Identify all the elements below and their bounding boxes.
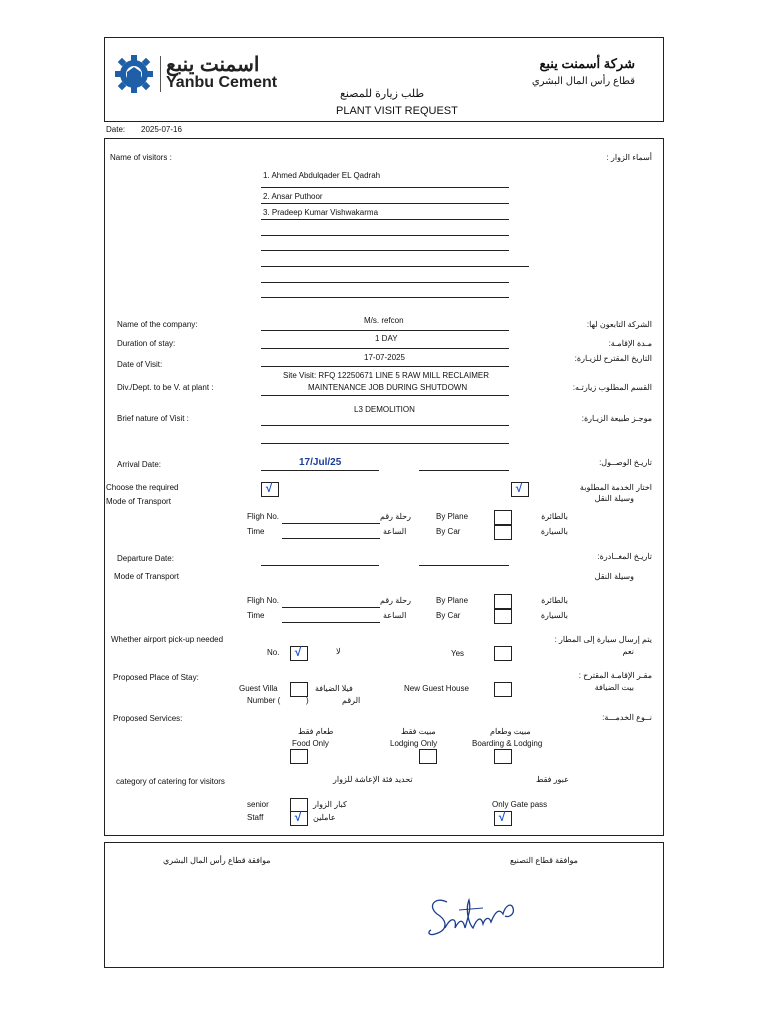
departure-car-checkbox[interactable] [494, 609, 512, 624]
company-label-arabic: الشركة التابعون لها: [586, 320, 652, 329]
departure-line [261, 565, 379, 566]
gate-pass-label-arabic: عبور فقط [536, 775, 569, 784]
departure-car-label: By Car [436, 611, 461, 620]
departure-car-label-arabic: بالسيارة [540, 611, 568, 620]
company-logo [112, 52, 156, 101]
visitors-label-arabic: أسماء الزوار : [606, 153, 652, 162]
gate-pass-check-mark: √ [498, 810, 506, 824]
villa-number-label: Number ( [247, 696, 281, 705]
senior-label: senior [247, 800, 269, 809]
departure-label-arabic: تاريـخ المغــادرة: [597, 552, 652, 561]
company-name-arabic: شركة أسمنت ينبع [539, 56, 635, 71]
visitor-line [261, 203, 509, 204]
arrival-label-arabic: تاريـخ الوصــول: [599, 458, 652, 467]
arrival-right-check-mark: √ [515, 481, 523, 495]
visit-date-value: 17-07-2025 [364, 353, 405, 362]
visitor-line [261, 187, 509, 188]
dept-label: Div./Dept. to be V. at plant : [117, 383, 214, 392]
company-value: M/s. refcon [364, 316, 404, 325]
departure-mode-label-arabic: وسيلة النقل [594, 572, 634, 581]
hr-approval-label: موافقة قطاع رأس المال البشري [163, 856, 271, 865]
food-only-label-arabic: طعام فقط [298, 727, 334, 736]
pickup-no-check-mark: √ [294, 645, 302, 659]
arrival-flight-label-arabic: رحلة رقم [380, 512, 411, 521]
departure-plane-label: By Plane [436, 596, 469, 605]
arrival-value: 17/Jul/25 [299, 457, 342, 468]
lodging-only-label: Lodging Only [390, 739, 438, 748]
departure-plane-checkbox[interactable] [494, 594, 512, 609]
visitor-name-1: 1. Ahmed Abdulqader EL Qadrah [263, 171, 381, 180]
departure-time-line [282, 622, 380, 623]
choose-label-2: Mode of Transport [106, 497, 171, 506]
stay-label-arabic-2: بيت الضيافة [594, 683, 634, 692]
date-value: 2025-07-16 [141, 125, 182, 134]
guest-villa-label: Guest Villa [239, 684, 278, 693]
departure-flight-line [282, 607, 380, 608]
nature-line [261, 443, 509, 444]
arrival-plane-label-arabic: بالطائرة [541, 512, 568, 521]
nature-value: L3 DEMOLITION [354, 405, 415, 414]
food-only-label: Food Only [292, 739, 329, 748]
departure-flight-label: Fligh No. [247, 596, 280, 605]
visitor-line [261, 282, 509, 283]
nature-label: Brief nature of Visit : [117, 414, 189, 423]
departure-mode-label: Mode of Transport [114, 572, 179, 581]
visit-date-line [261, 366, 509, 367]
pickup-no-label-arabic: لا [336, 647, 341, 656]
arrival-line [261, 470, 379, 471]
dept-value-line1: Site Visit: RFQ 12250671 LINE 5 RAW MILL RECLAIMER [283, 371, 490, 380]
arrival-flight-label: Fligh No. [247, 512, 280, 521]
catering-label: category of catering for visitors [116, 777, 225, 786]
mfg-approval-label: موافقة قطاع التصنيع [510, 856, 578, 865]
pickup-yes-checkbox[interactable] [494, 646, 512, 661]
staff-label: Staff [247, 813, 264, 822]
arrival-label: Arrival Date: [117, 460, 162, 469]
arrival-car-checkbox[interactable] [494, 525, 512, 540]
departure-plane-label-arabic: بالطائرة [541, 596, 568, 605]
visit-date-label: Date of Visit: [117, 360, 163, 369]
pickup-label-arabic-1: يتم إرسال سيارة إلى المطار : [554, 635, 652, 644]
duration-value: 1 DAY [375, 334, 398, 343]
departure-flight-label-arabic: رحلة رقم [380, 596, 411, 605]
services-label-arabic: نــوع الخدمـــة: [602, 713, 652, 722]
date-label: Date: [106, 125, 126, 134]
logo-divider [160, 56, 161, 92]
arrival-time-label-arabic: الساعة [383, 527, 407, 536]
dept-line [261, 395, 509, 396]
arrival-time-label: Time [247, 527, 265, 536]
department-arabic: قطاع رأس المال البشري [531, 76, 635, 87]
villa-number-close-paren: ) [306, 696, 309, 705]
dept-value-line2: MAINTENANCE JOB DURING SHUTDOWN [308, 383, 468, 392]
lodging-only-label-arabic: مبيت فقط [401, 727, 436, 736]
boarding-lodging-checkbox[interactable] [494, 749, 512, 764]
gate-pass-label: Only Gate pass [492, 800, 548, 809]
pickup-label-arabic-2: نعم [622, 647, 634, 656]
food-only-checkbox[interactable] [290, 749, 308, 764]
staff-label-arabic: عاملين [313, 813, 336, 822]
company-line [261, 330, 509, 331]
visit-date-label-arabic: التاريخ المقترح للزيـارة: [574, 354, 652, 363]
company-label: Name of the company: [117, 320, 198, 329]
boarding-lodging-label-arabic: مبيت وطعام [490, 727, 531, 736]
nature-line [261, 425, 509, 426]
choose-label-1: Choose the required [106, 483, 179, 492]
signature [425, 888, 520, 948]
visitor-name-3: 3. Pradeep Kumar Vishwakarma [263, 208, 379, 217]
duration-line [261, 348, 509, 349]
page-title: PLANT VISIT REQUEST [336, 105, 458, 117]
pickup-no-label: No. [267, 648, 280, 657]
departure-label: Departure Date: [117, 554, 174, 563]
senior-label-arabic: كبار الزوار [313, 800, 347, 809]
departure-time-label: Time [247, 611, 265, 620]
boarding-lodging-label: Boarding & Lodging [472, 739, 543, 748]
title-arabic: طلب زيارة للمصنع [340, 88, 425, 100]
visitor-line [261, 235, 509, 236]
services-label: Proposed Services: [113, 714, 183, 723]
departure-time-label-arabic: الساعة [383, 611, 407, 620]
lodging-only-checkbox[interactable] [419, 749, 437, 764]
duration-label-arabic: مـدة الإقامـة: [608, 339, 652, 348]
guest-villa-label-arabic: فيلا الضيافة [315, 684, 353, 693]
arrival-time-line [282, 538, 380, 539]
dept-label-arabic: القسم المطلوب زيارتـه: [572, 383, 652, 392]
arrival-plane-label: By Plane [436, 512, 469, 521]
visitor-line [261, 250, 509, 251]
choose-label-arabic-2: وسيلة النقل [594, 494, 634, 503]
guest-villa-checkbox[interactable] [290, 682, 308, 697]
pickup-yes-label: Yes [451, 649, 465, 658]
arrival-car-label-arabic: بالسيارة [540, 527, 568, 536]
new-guest-house-label: New Guest House [404, 684, 469, 693]
villa-number-label-arabic: الرقم [342, 696, 361, 705]
arrival-car-label: By Car [436, 527, 461, 536]
nature-label-arabic: موجـز طبيعة الزيـارة: [581, 414, 652, 423]
arrival-line-2 [419, 470, 509, 471]
choose-label-arabic-1: اختار الخدمة المطلوبة [579, 483, 652, 492]
catering-label-arabic: تحديد فئة الإعاشة للزوار [333, 775, 413, 784]
visitor-name-2: 2. Ansar Puthoor [263, 192, 323, 201]
pickup-label: Whether airport pick-up needed [111, 635, 224, 644]
arrival-flight-line [282, 523, 380, 524]
arrival-left-check-mark: √ [265, 481, 273, 495]
staff-check-mark: √ [294, 810, 302, 824]
logo-english-text: Yanbu Cement [166, 74, 278, 91]
new-guest-house-checkbox[interactable] [494, 682, 512, 697]
visitor-line [261, 266, 529, 267]
stay-label: Proposed Place of Stay: [113, 673, 199, 682]
logo-arabic-text: اسمنت ينبع [166, 54, 260, 76]
stay-label-arabic-1: مقـر الإقامـة المقترح : [578, 671, 652, 680]
departure-line-2 [419, 565, 509, 566]
visitor-line [261, 219, 509, 220]
arrival-plane-checkbox[interactable] [494, 510, 512, 525]
duration-label: Duration of stay: [117, 339, 176, 348]
visitor-line [261, 297, 509, 298]
visitors-label: Name of visitors : [110, 153, 172, 162]
